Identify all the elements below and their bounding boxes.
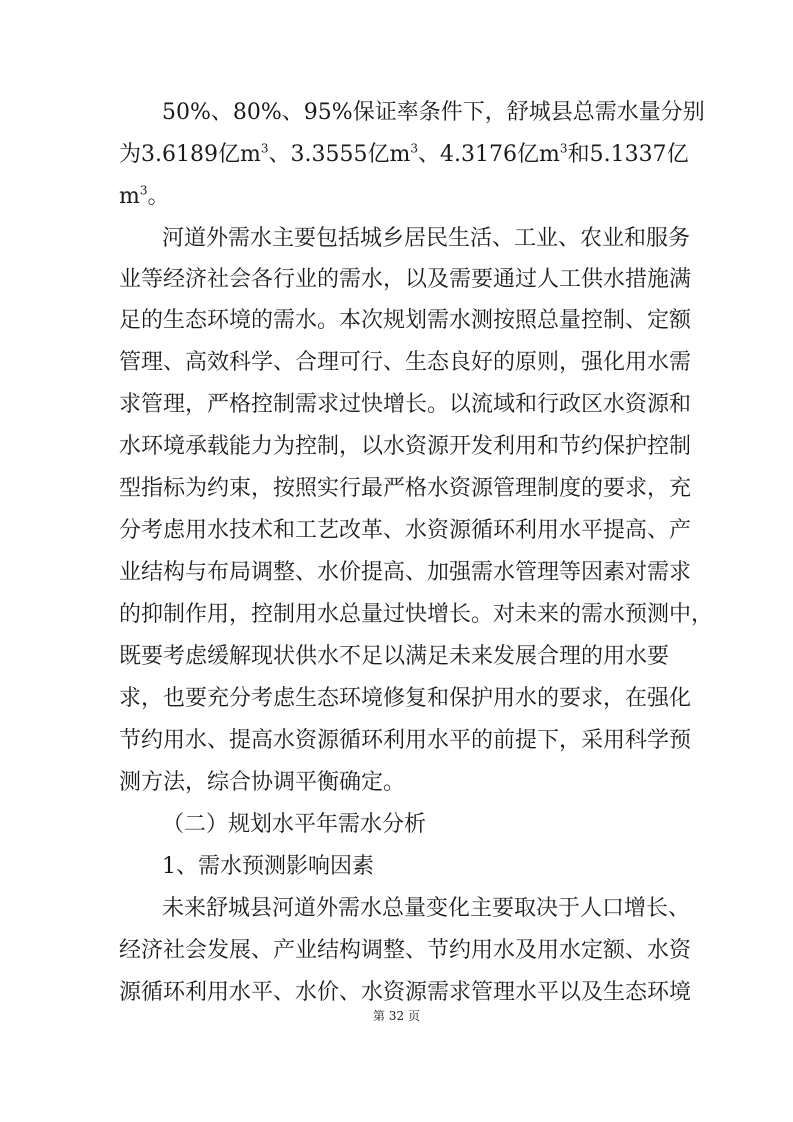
paragraph-text: 既要考虑缓解现状供水不足以满足未来发展合理的用水要 [119,644,670,669]
paragraph-text: 型指标为约束，按照实行最严格水资源管理制度的要求，充 [119,476,692,501]
text-line [0,93,793,133]
text-line [0,343,793,383]
text-line [0,595,793,635]
paragraph-text: 求，也要充分考虑生态环境修复和保护用水的要求，在强化 [119,686,692,711]
text-line [0,427,793,467]
text-line [0,763,793,803]
text-line [0,219,793,259]
text-line [0,385,793,425]
paragraph-text: 业等经济社会各行业的需水，以及需要通过人工供水措施满 [119,267,692,292]
justified-line [119,135,689,175]
unit-symbol: $m^3$。 [119,183,170,209]
text-line [0,260,793,300]
text-line [0,637,793,677]
paragraph-text: 足的生态环境的需水。本次规划需水测按照总量控制、定额 [119,308,692,333]
text-line [0,721,793,761]
unit-text: 亿 [218,142,241,167]
text-line [0,889,793,929]
paragraph-text: 业结构与布局调整、水价提高、加强需水管理等因素对需求 [119,560,692,585]
text-line [0,177,793,217]
paragraph-text: 未来舒城县河道外需水总量变化主要取决于人口增长、 [162,896,691,921]
paragraph-text: 分考虑用水技术和工艺改革、水资源循环利用水平提高、产 [119,518,692,543]
page-number: 第 32 页 [373,1009,420,1023]
unit-text: 亿 [517,142,540,167]
unit-symbol: $m^3$ [539,141,568,167]
text-segment: 和 [567,142,590,167]
unit-text: 亿 [367,142,390,167]
paragraph-text: 管理、高效科学、合理可行、生态良好的原则，强化用水需 [119,350,692,375]
paragraph-text: 求管理，严格控制需求过快增长。以流域和行政区水资源和 [119,392,692,417]
paragraph-text: 经济社会发展、产业结构调整、节约用水及用水定额、水资 [119,938,692,963]
number-value: 、4.3176 [418,142,518,167]
unit-symbol: $m^3$ [389,141,419,167]
number-value: 5.1337 [589,142,667,167]
text-line [0,679,793,719]
paragraph-text: 河道外需水主要包括城乡居民生活、工业、农业和服务 [162,226,691,251]
text-line [0,301,793,341]
subsection-heading [0,847,793,887]
unit-text: 亿 [666,142,689,167]
paragraph-text: 测方法，综合协调平衡确定。 [119,770,406,795]
text-line [0,135,793,175]
unit-symbol: $m^3$ [240,141,269,167]
section-heading-text: （二）规划水平年需水分析 [162,812,427,837]
text-segment: 为 [119,142,142,167]
paragraph-text: 的抑制作用，控制用水总量过快增长。对未来的需水预测中， [119,602,714,627]
text-line [0,469,793,509]
number-value: 3.6189 [141,142,218,167]
paragraph-text: 50%、80%、95%保证率条件下，舒城县总需水量分别 [162,100,705,125]
paragraph-text: 节约用水、提高水资源循环利用水平的前提下，采用科学预 [119,728,692,753]
section-heading [0,805,793,845]
number-value: 、3.3555 [268,142,368,167]
text-line [0,553,793,593]
text-line [0,511,793,551]
paragraph-text: 源循环利用水平、水价、水资源需求管理水平以及生态环境 [119,980,692,1005]
text-line [0,931,793,971]
paragraph-text: 水环境承载能力为控制，以水资源开发利用和节约保护控制 [119,434,692,459]
subsection-heading-text: 1、需水预测影响因素 [162,854,374,879]
